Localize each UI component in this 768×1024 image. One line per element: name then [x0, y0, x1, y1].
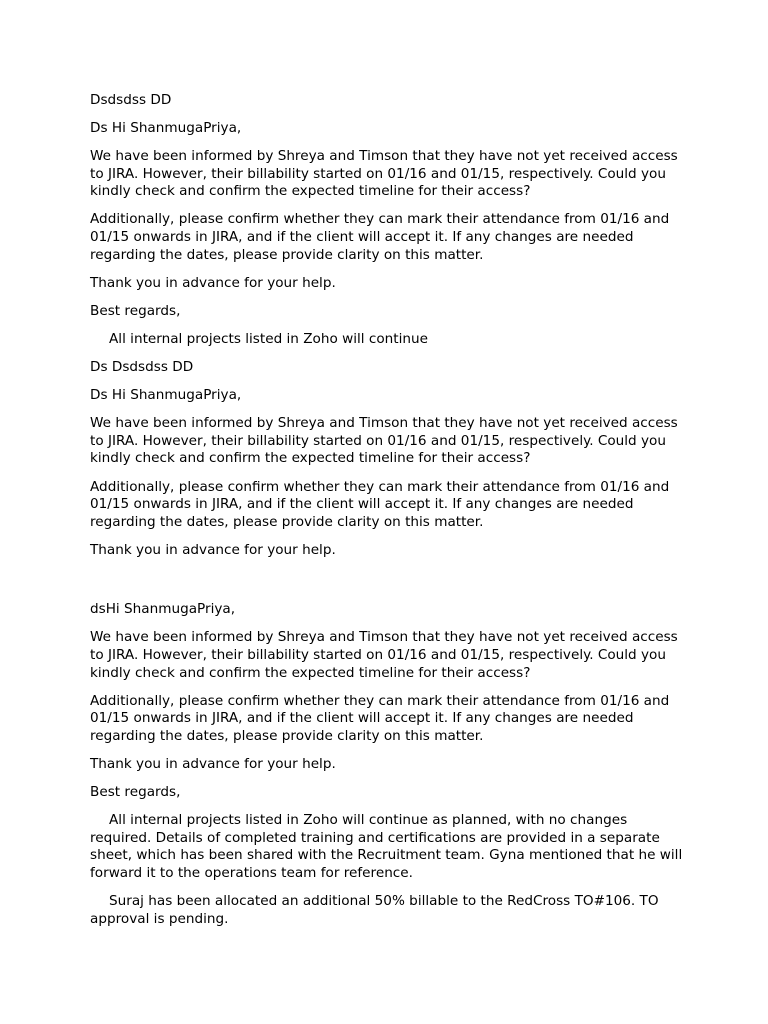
paragraph-body-2a: We have been informed by Shreya and Timson that they have not yet received access to JIRA. However, their billability started on 01/16 and 01/15, respectively. Could you kindly check and confirm the expected timeline for their access?: [90, 415, 678, 467]
paragraph-note-3a: All internal projects listed in Zoho will continue as planned, with no changes required. Details of completed training and certifications are provided in a separate sheet, which has been shared with the Recruitment team. Gyna mentioned that he will forward it to the operations team for reference.: [90, 812, 683, 881]
paragraph-body-2b: Additionally, please confirm whether they can mark their attendance from 01/16 and 01/15 onwards in JIRA, and if the client will accept it. If any changes are needed regarding the dates, please provide clarity on this matter.: [90, 478, 670, 530]
paragraph-thanks-3: Thank you in advance for your help.: [90, 756, 336, 773]
paragraph-note-1: All internal projects listed in Zoho will continue: [109, 330, 428, 347]
paragraph-body-1a: We have been informed by Shreya and Timson that they have not yet received access to JIRA. However, their billability started on 01/16 and 01/15, respectively. Could you kindly check and confirm the expected timeline for their access?: [90, 148, 678, 200]
paragraph-thanks-2: Thank you in advance for your help.: [90, 541, 336, 558]
paragraph-body-3b: Additionally, please confirm whether they can mark their attendance from 01/16 and 01/15 onwards in JIRA, and if the client will accept it. If any changes are needed regarding the dates, please provide clarity on this matter.: [90, 692, 670, 744]
paragraph-heading-1: Dsdsdss DD: [90, 92, 172, 108]
paragraph-note-3b: Suraj has been allocated an additional 50% billable to the RedCross TO#106. TO approval is pending.: [90, 893, 659, 927]
paragraph-blank: [90, 570, 690, 591]
paragraph-greeting-1: Ds Hi ShanmugaPriya,: [90, 120, 242, 137]
paragraph-body-1b: Additionally, please confirm whether they can mark their attendance from 01/16 and 01/15 onwards in JIRA, and if the client will accept it. If any changes are needed regarding the dates, please provide clarity on this matter.: [90, 211, 670, 263]
paragraph-signoff-1: Best regards,: [90, 302, 181, 319]
document-page: [90, 92, 690, 939]
paragraph-heading-2: Ds Dsdsdss DD: [90, 359, 194, 376]
paragraph-signoff-3: Best regards,: [90, 784, 181, 801]
paragraph-thanks-1: Thank you in advance for your help.: [90, 274, 336, 291]
paragraph-body-3a: We have been informed by Shreya and Timson that they have not yet received access to JIRA. However, their billability started on 01/16 and 01/15, respectively. Could you kindly check and confirm the expected timeline for their access?: [90, 629, 678, 681]
paragraph-greeting-2: Ds Hi ShanmugaPriya,: [90, 387, 242, 404]
paragraph-greeting-3: dsHi ShanmugaPriya,: [90, 601, 236, 618]
